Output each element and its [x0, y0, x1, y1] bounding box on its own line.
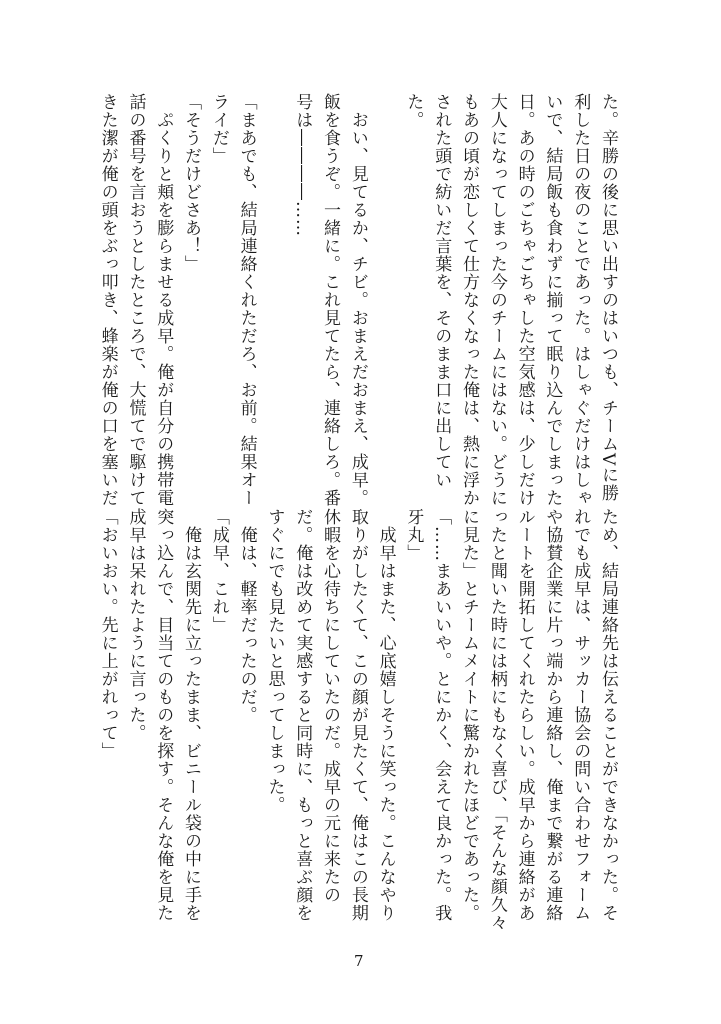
- text-line: れでも成早は、サッカー協会の問い合わせフォーム: [570, 508, 591, 922]
- text-line: すぐにでも見たいと思ってしまった。: [264, 508, 285, 814]
- text-line: ぷくりと頬を膨らませる成早。俺が自分の携帯電: [153, 93, 174, 507]
- text-line: 成早は呆れたように言った。: [125, 508, 146, 742]
- text-line: 取りがしたくて、この顔が見たくて、俺はこの長期: [347, 508, 368, 922]
- text-block-upper: [91, 93, 621, 507]
- text-line: おい、見てるか、チビ。おまえだおまえ、成早。: [347, 93, 368, 507]
- text-line: 「成早、これ」: [208, 508, 229, 634]
- text-line: 成早はまた、心底嬉しそうに笑った。こんなやり: [375, 508, 396, 922]
- text-line: ため、結局連絡先は伝えることができなかった。そ: [598, 508, 618, 922]
- text-line: 「おいおい。先に上がれって」: [97, 508, 118, 760]
- text-line: 「……まあいいや。とにかく、会えて良かった。我: [431, 508, 452, 922]
- text-line: もあの頃が恋しくて仕方なくなった俺は、熱に浮か: [459, 93, 480, 507]
- text-line: 俺は玄関先に立ったまま、ビニール袋の中に手を: [181, 508, 202, 922]
- text-line: 「そうだけどさあ！」: [181, 93, 202, 273]
- text-line: 「まあでも、結局連絡くれただろ、お前。結果オー: [236, 93, 257, 507]
- text-line: 牙丸」: [403, 508, 424, 562]
- text-line: [371, 93, 399, 463]
- text-line: いで、結局飯も食わずに揃って眠り込んでしまった: [542, 93, 563, 507]
- text-line: 俺は、軽率だったのだ。: [236, 508, 257, 724]
- text-line: 飯を食うぞ。一緒に。これ見てたら、連絡しろ。番: [320, 93, 341, 507]
- text-line: ルートを開拓してくれたらしい。成早から連絡があ: [514, 508, 535, 922]
- text-line: 休暇を心待ちにしていたのだ。成早の元に来たの: [320, 508, 341, 904]
- text-line: きた潔が俺の頭をぶっ叩き、蜂楽が俺の口を塞いだ: [97, 93, 118, 507]
- text-line: [260, 93, 288, 463]
- text-line: だ。俺は改めて実感すると同時に、もっと喜ぶ顔を: [292, 508, 313, 922]
- text-line: や協賛企業に片っ端から連絡し、俺まで繋がる連絡: [542, 508, 563, 922]
- text-line: た。: [403, 93, 424, 129]
- text-line: 号は――――……: [292, 93, 313, 237]
- text-line: に見た」とチームメイトに驚かれたほどであった。: [459, 508, 480, 922]
- text-line: 話の番号を言おうとしたところで、大慌てで駆けて: [125, 93, 146, 507]
- text-line: ったと聞いた時には柄にもなく喜び、「そんな顔久々: [486, 508, 507, 932]
- text-line: 日。あの時のごちゃごちゃした空気感は、少しだけ: [514, 93, 535, 507]
- page-number: 7: [354, 952, 364, 970]
- text-line: ライだ」: [208, 93, 229, 165]
- text-block-lower: [91, 508, 621, 932]
- text-line: 突っ込んで、目当てのものを探す。そんな俺を見た: [153, 508, 174, 922]
- text-line: 大人になってしまった今のチームにはない。どうに: [486, 93, 507, 507]
- text-line: 利した日の夜のことであった。はしゃぐだけはしゃ: [570, 93, 591, 507]
- text-line: された頭で紡いだ言葉を、そのまま口に出してい: [431, 93, 452, 489]
- text-line: た。辛勝の後に思い出すのはいつも、チームVに勝: [598, 93, 618, 503]
